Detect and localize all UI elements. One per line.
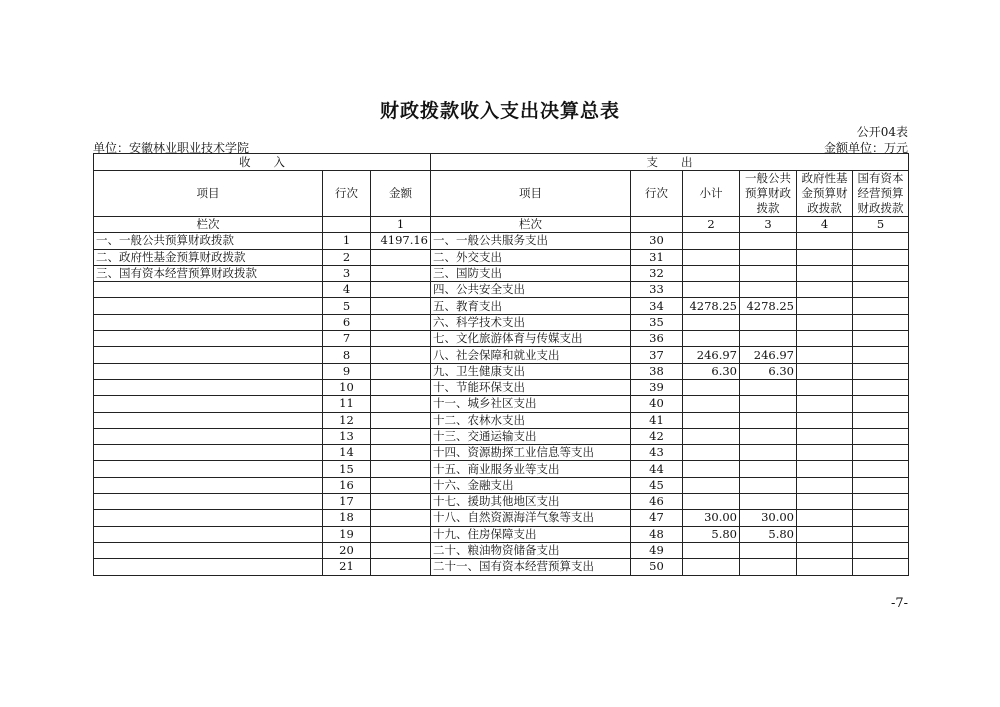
col-label: 栏次 <box>94 217 323 233</box>
expense-line-header: 行次 <box>631 171 683 217</box>
state-capital-cell <box>853 249 909 265</box>
subtotal-cell <box>683 428 740 444</box>
state-capital-cell <box>853 331 909 347</box>
table-row <box>94 314 909 330</box>
income-line-cell: 8 <box>323 347 371 363</box>
income-item-cell <box>94 282 323 298</box>
subtotal-cell <box>683 265 740 281</box>
state-capital-cell <box>853 412 909 428</box>
general-budget-cell <box>740 542 797 558</box>
state-capital-cell <box>853 526 909 542</box>
income-line-cell: 6 <box>323 314 371 330</box>
expense-item-cell: 一、一般公共服务支出 <box>431 233 631 249</box>
gov-fund-cell <box>797 461 853 477</box>
form-number: 公开04表 <box>856 125 908 139</box>
expense-line-cell: 36 <box>631 331 683 347</box>
income-line-cell: 4 <box>323 282 371 298</box>
gov-fund-cell <box>797 331 853 347</box>
income-line-cell: 19 <box>323 526 371 542</box>
general-budget-cell: 6.30 <box>740 363 797 379</box>
income-item-cell <box>94 428 323 444</box>
income-amount-cell <box>371 379 431 395</box>
table-row <box>94 412 909 428</box>
expense-line-cell: 32 <box>631 265 683 281</box>
state-capital-cell <box>853 379 909 395</box>
table-row <box>94 559 909 575</box>
expense-line-cell: 33 <box>631 282 683 298</box>
expense-item-cell: 十、节能环保支出 <box>431 379 631 395</box>
expense-line-cell: 35 <box>631 314 683 330</box>
table-row <box>94 347 909 363</box>
income-amount-cell <box>371 265 431 281</box>
expense-line-cell: 37 <box>631 347 683 363</box>
general-budget-cell <box>740 249 797 265</box>
expense-line-cell: 40 <box>631 396 683 412</box>
table-row <box>94 249 909 265</box>
subtotal-cell <box>683 396 740 412</box>
general-budget-cell <box>740 282 797 298</box>
col-index-2: 2 <box>683 217 740 233</box>
income-item-cell <box>94 559 323 575</box>
gov-fund-cell <box>797 282 853 298</box>
income-amount-cell <box>371 282 431 298</box>
gov-fund-cell <box>797 396 853 412</box>
gov-fund-cell <box>797 477 853 493</box>
expense-item-cell: 三、国防支出 <box>431 265 631 281</box>
gov-fund-cell <box>797 428 853 444</box>
table-row <box>94 445 909 461</box>
income-amount-cell <box>371 314 431 330</box>
header-row-columns <box>94 171 909 217</box>
general-budget-cell <box>740 412 797 428</box>
table-row <box>94 331 909 347</box>
income-amount-cell <box>371 396 431 412</box>
table-row <box>94 363 909 379</box>
table-row <box>94 526 909 542</box>
expense-item-cell: 八、社会保障和就业支出 <box>431 347 631 363</box>
income-line-cell: 17 <box>323 494 371 510</box>
column-index-row <box>94 217 909 233</box>
state-capital-cell <box>853 428 909 444</box>
general-budget-cell <box>740 445 797 461</box>
income-line-cell: 7 <box>323 331 371 347</box>
general-budget-header: 一般公共预算财政拨款 <box>740 171 797 217</box>
income-amount-cell: 4197.16 <box>371 233 431 249</box>
income-item-cell <box>94 494 323 510</box>
expense-line-cell: 45 <box>631 477 683 493</box>
table-row <box>94 265 909 281</box>
income-item-cell <box>94 542 323 558</box>
income-amount-cell <box>371 559 431 575</box>
income-amount-header: 金额 <box>371 171 431 217</box>
state-capital-cell <box>853 542 909 558</box>
page-title: 财政拨款收入支出决算总表 <box>379 100 620 122</box>
expense-item-cell: 十七、援助其他地区支出 <box>431 494 631 510</box>
income-line-cell: 9 <box>323 363 371 379</box>
income-line-cell: 1 <box>323 233 371 249</box>
general-budget-cell: 5.80 <box>740 526 797 542</box>
table-row <box>94 298 909 314</box>
state-capital-cell <box>853 510 909 526</box>
gov-fund-cell <box>797 298 853 314</box>
income-item-cell <box>94 314 323 330</box>
expense-item-cell: 二十、粮油物资储备支出 <box>431 542 631 558</box>
state-capital-cell <box>853 461 909 477</box>
income-line-cell: 10 <box>323 379 371 395</box>
state-capital-cell <box>853 559 909 575</box>
money-unit-label: 金额单位：万元 <box>823 141 908 155</box>
general-budget-cell: 30.00 <box>740 510 797 526</box>
expense-item-cell: 十六、金融支出 <box>431 477 631 493</box>
subtotal-cell <box>683 477 740 493</box>
income-item-cell <box>94 461 323 477</box>
subtotal-cell <box>683 542 740 558</box>
income-line-cell: 12 <box>323 412 371 428</box>
state-capital-cell <box>853 347 909 363</box>
subtotal-cell: 6.30 <box>683 363 740 379</box>
income-line-header: 行次 <box>323 171 371 217</box>
expense-item-cell: 四、公共安全支出 <box>431 282 631 298</box>
income-amount-cell <box>371 347 431 363</box>
expense-item-cell: 七、文化旅游体育与传媒支出 <box>431 331 631 347</box>
income-item-cell: 一、一般公共预算财政拨款 <box>94 233 323 249</box>
table-row <box>94 542 909 558</box>
subtotal-cell <box>683 494 740 510</box>
unit-label: 单位：安徽林业职业技术学院 <box>93 141 250 155</box>
expense-item-header: 项目 <box>431 171 631 217</box>
subtotal-cell <box>683 249 740 265</box>
income-item-cell <box>94 363 323 379</box>
expense-line-cell: 30 <box>631 233 683 249</box>
general-budget-cell: 246.97 <box>740 347 797 363</box>
expense-item-cell: 九、卫生健康支出 <box>431 363 631 379</box>
subtotal-cell: 5.80 <box>683 526 740 542</box>
income-line-cell: 18 <box>323 510 371 526</box>
income-item-cell <box>94 510 323 526</box>
state-capital-cell <box>853 265 909 281</box>
subtotal-cell <box>683 233 740 249</box>
income-line-cell: 15 <box>323 461 371 477</box>
income-line-cell: 14 <box>323 445 371 461</box>
expense-item-cell: 二十一、国有资本经营预算支出 <box>431 559 631 575</box>
subtotal-cell <box>683 379 740 395</box>
income-amount-cell <box>371 363 431 379</box>
gov-fund-header: 政府性基金预算财政拨款 <box>797 171 853 217</box>
gov-fund-cell <box>797 233 853 249</box>
income-amount-cell <box>371 331 431 347</box>
income-amount-cell <box>371 249 431 265</box>
gov-fund-cell <box>797 445 853 461</box>
expense-item-cell: 六、科学技术支出 <box>431 314 631 330</box>
table-row <box>94 379 909 395</box>
income-item-cell: 二、政府性基金预算财政拨款 <box>94 249 323 265</box>
expense-item-cell: 二、外交支出 <box>431 249 631 265</box>
income-item-cell <box>94 379 323 395</box>
general-budget-cell <box>740 461 797 477</box>
income-line-cell: 21 <box>323 559 371 575</box>
gov-fund-cell <box>797 379 853 395</box>
expense-line-cell: 43 <box>631 445 683 461</box>
expense-line-cell: 47 <box>631 510 683 526</box>
table-row <box>94 510 909 526</box>
subtotal-cell: 246.97 <box>683 347 740 363</box>
general-budget-cell <box>740 559 797 575</box>
expense-line-cell: 44 <box>631 461 683 477</box>
expense-item-cell: 十二、农林水支出 <box>431 412 631 428</box>
income-item-cell <box>94 298 323 314</box>
income-item-cell <box>94 412 323 428</box>
expense-line-cell: 31 <box>631 249 683 265</box>
state-capital-cell <box>853 298 909 314</box>
income-line-cell: 11 <box>323 396 371 412</box>
expense-line-cell: 50 <box>631 559 683 575</box>
state-capital-header: 国有资本经营预算财政拨款 <box>853 171 909 217</box>
table-row <box>94 477 909 493</box>
gov-fund-cell <box>797 542 853 558</box>
expense-item-cell: 十八、自然资源海洋气象等支出 <box>431 510 631 526</box>
income-amount-cell <box>371 428 431 444</box>
table-row <box>94 233 909 249</box>
general-budget-cell <box>740 314 797 330</box>
income-amount-cell <box>371 298 431 314</box>
income-line-cell: 5 <box>323 298 371 314</box>
col-label-2: 栏次 <box>431 217 631 233</box>
expense-line-cell: 48 <box>631 526 683 542</box>
general-budget-cell <box>740 477 797 493</box>
expense-item-cell: 十九、住房保障支出 <box>431 526 631 542</box>
expense-item-cell: 五、教育支出 <box>431 298 631 314</box>
expense-section-header: 支 出 <box>431 154 909 171</box>
table-row <box>94 282 909 298</box>
general-budget-cell <box>740 396 797 412</box>
expense-line-cell: 38 <box>631 363 683 379</box>
income-item-cell <box>94 331 323 347</box>
income-line-cell: 20 <box>323 542 371 558</box>
income-amount-cell <box>371 445 431 461</box>
gov-fund-cell <box>797 314 853 330</box>
subtotal-cell <box>683 461 740 477</box>
table-row <box>94 461 909 477</box>
table-row <box>94 396 909 412</box>
income-amount-cell <box>371 477 431 493</box>
expense-line-cell: 41 <box>631 412 683 428</box>
subtotal-cell <box>683 282 740 298</box>
state-capital-cell <box>853 314 909 330</box>
gov-fund-cell <box>797 412 853 428</box>
expense-line-cell: 39 <box>631 379 683 395</box>
expense-item-cell: 十一、城乡社区支出 <box>431 396 631 412</box>
state-capital-cell <box>853 396 909 412</box>
general-budget-cell <box>740 331 797 347</box>
income-amount-cell <box>371 412 431 428</box>
expense-line-cell: 49 <box>631 542 683 558</box>
col-index-4: 4 <box>797 217 853 233</box>
expense-line-cell: 34 <box>631 298 683 314</box>
table-row <box>94 494 909 510</box>
income-item-cell: 三、国有资本经营预算财政拨款 <box>94 265 323 281</box>
state-capital-cell <box>853 445 909 461</box>
state-capital-cell <box>853 233 909 249</box>
header-row-section <box>94 154 909 171</box>
col-index-3: 3 <box>740 217 797 233</box>
income-amount-cell <box>371 526 431 542</box>
gov-fund-cell <box>797 363 853 379</box>
expense-line-cell: 42 <box>631 428 683 444</box>
income-line-cell: 13 <box>323 428 371 444</box>
page-number: -7- <box>890 596 908 611</box>
subtotal-cell <box>683 314 740 330</box>
gov-fund-cell <box>797 510 853 526</box>
income-section-header: 收 入 <box>94 154 431 171</box>
subtotal-cell <box>683 412 740 428</box>
subtotal-cell <box>683 445 740 461</box>
table-row <box>94 428 909 444</box>
gov-fund-cell <box>797 347 853 363</box>
general-budget-cell: 4278.25 <box>740 298 797 314</box>
gov-fund-cell <box>797 526 853 542</box>
income-item-cell <box>94 347 323 363</box>
general-budget-cell <box>740 379 797 395</box>
col-index-1: 1 <box>371 217 431 233</box>
general-budget-cell <box>740 265 797 281</box>
state-capital-cell <box>853 477 909 493</box>
income-line-cell: 2 <box>323 249 371 265</box>
col-index-5: 5 <box>853 217 909 233</box>
gov-fund-cell <box>797 494 853 510</box>
income-line-cell: 16 <box>323 477 371 493</box>
col-index-blank <box>323 217 371 233</box>
col-index-blank-2 <box>631 217 683 233</box>
income-amount-cell <box>371 461 431 477</box>
subtotal-header: 小计 <box>683 171 740 217</box>
income-amount-cell <box>371 542 431 558</box>
general-budget-cell <box>740 494 797 510</box>
expense-item-cell: 十五、商业服务业等支出 <box>431 461 631 477</box>
state-capital-cell <box>853 282 909 298</box>
income-item-cell <box>94 477 323 493</box>
subtotal-cell: 30.00 <box>683 510 740 526</box>
subtotal-cell <box>683 559 740 575</box>
subtotal-cell: 4278.25 <box>683 298 740 314</box>
general-budget-cell <box>740 428 797 444</box>
income-amount-cell <box>371 494 431 510</box>
general-budget-cell <box>740 233 797 249</box>
financial-table <box>93 153 909 576</box>
income-line-cell: 3 <box>323 265 371 281</box>
subtotal-cell <box>683 331 740 347</box>
expense-item-cell: 十三、交通运输支出 <box>431 428 631 444</box>
income-amount-cell <box>371 510 431 526</box>
gov-fund-cell <box>797 249 853 265</box>
state-capital-cell <box>853 494 909 510</box>
income-item-cell <box>94 526 323 542</box>
expense-item-cell: 十四、资源勘探工业信息等支出 <box>431 445 631 461</box>
income-item-cell <box>94 396 323 412</box>
state-capital-cell <box>853 363 909 379</box>
expense-line-cell: 46 <box>631 494 683 510</box>
gov-fund-cell <box>797 265 853 281</box>
gov-fund-cell <box>797 559 853 575</box>
income-item-cell <box>94 445 323 461</box>
income-item-header: 项目 <box>94 171 323 217</box>
